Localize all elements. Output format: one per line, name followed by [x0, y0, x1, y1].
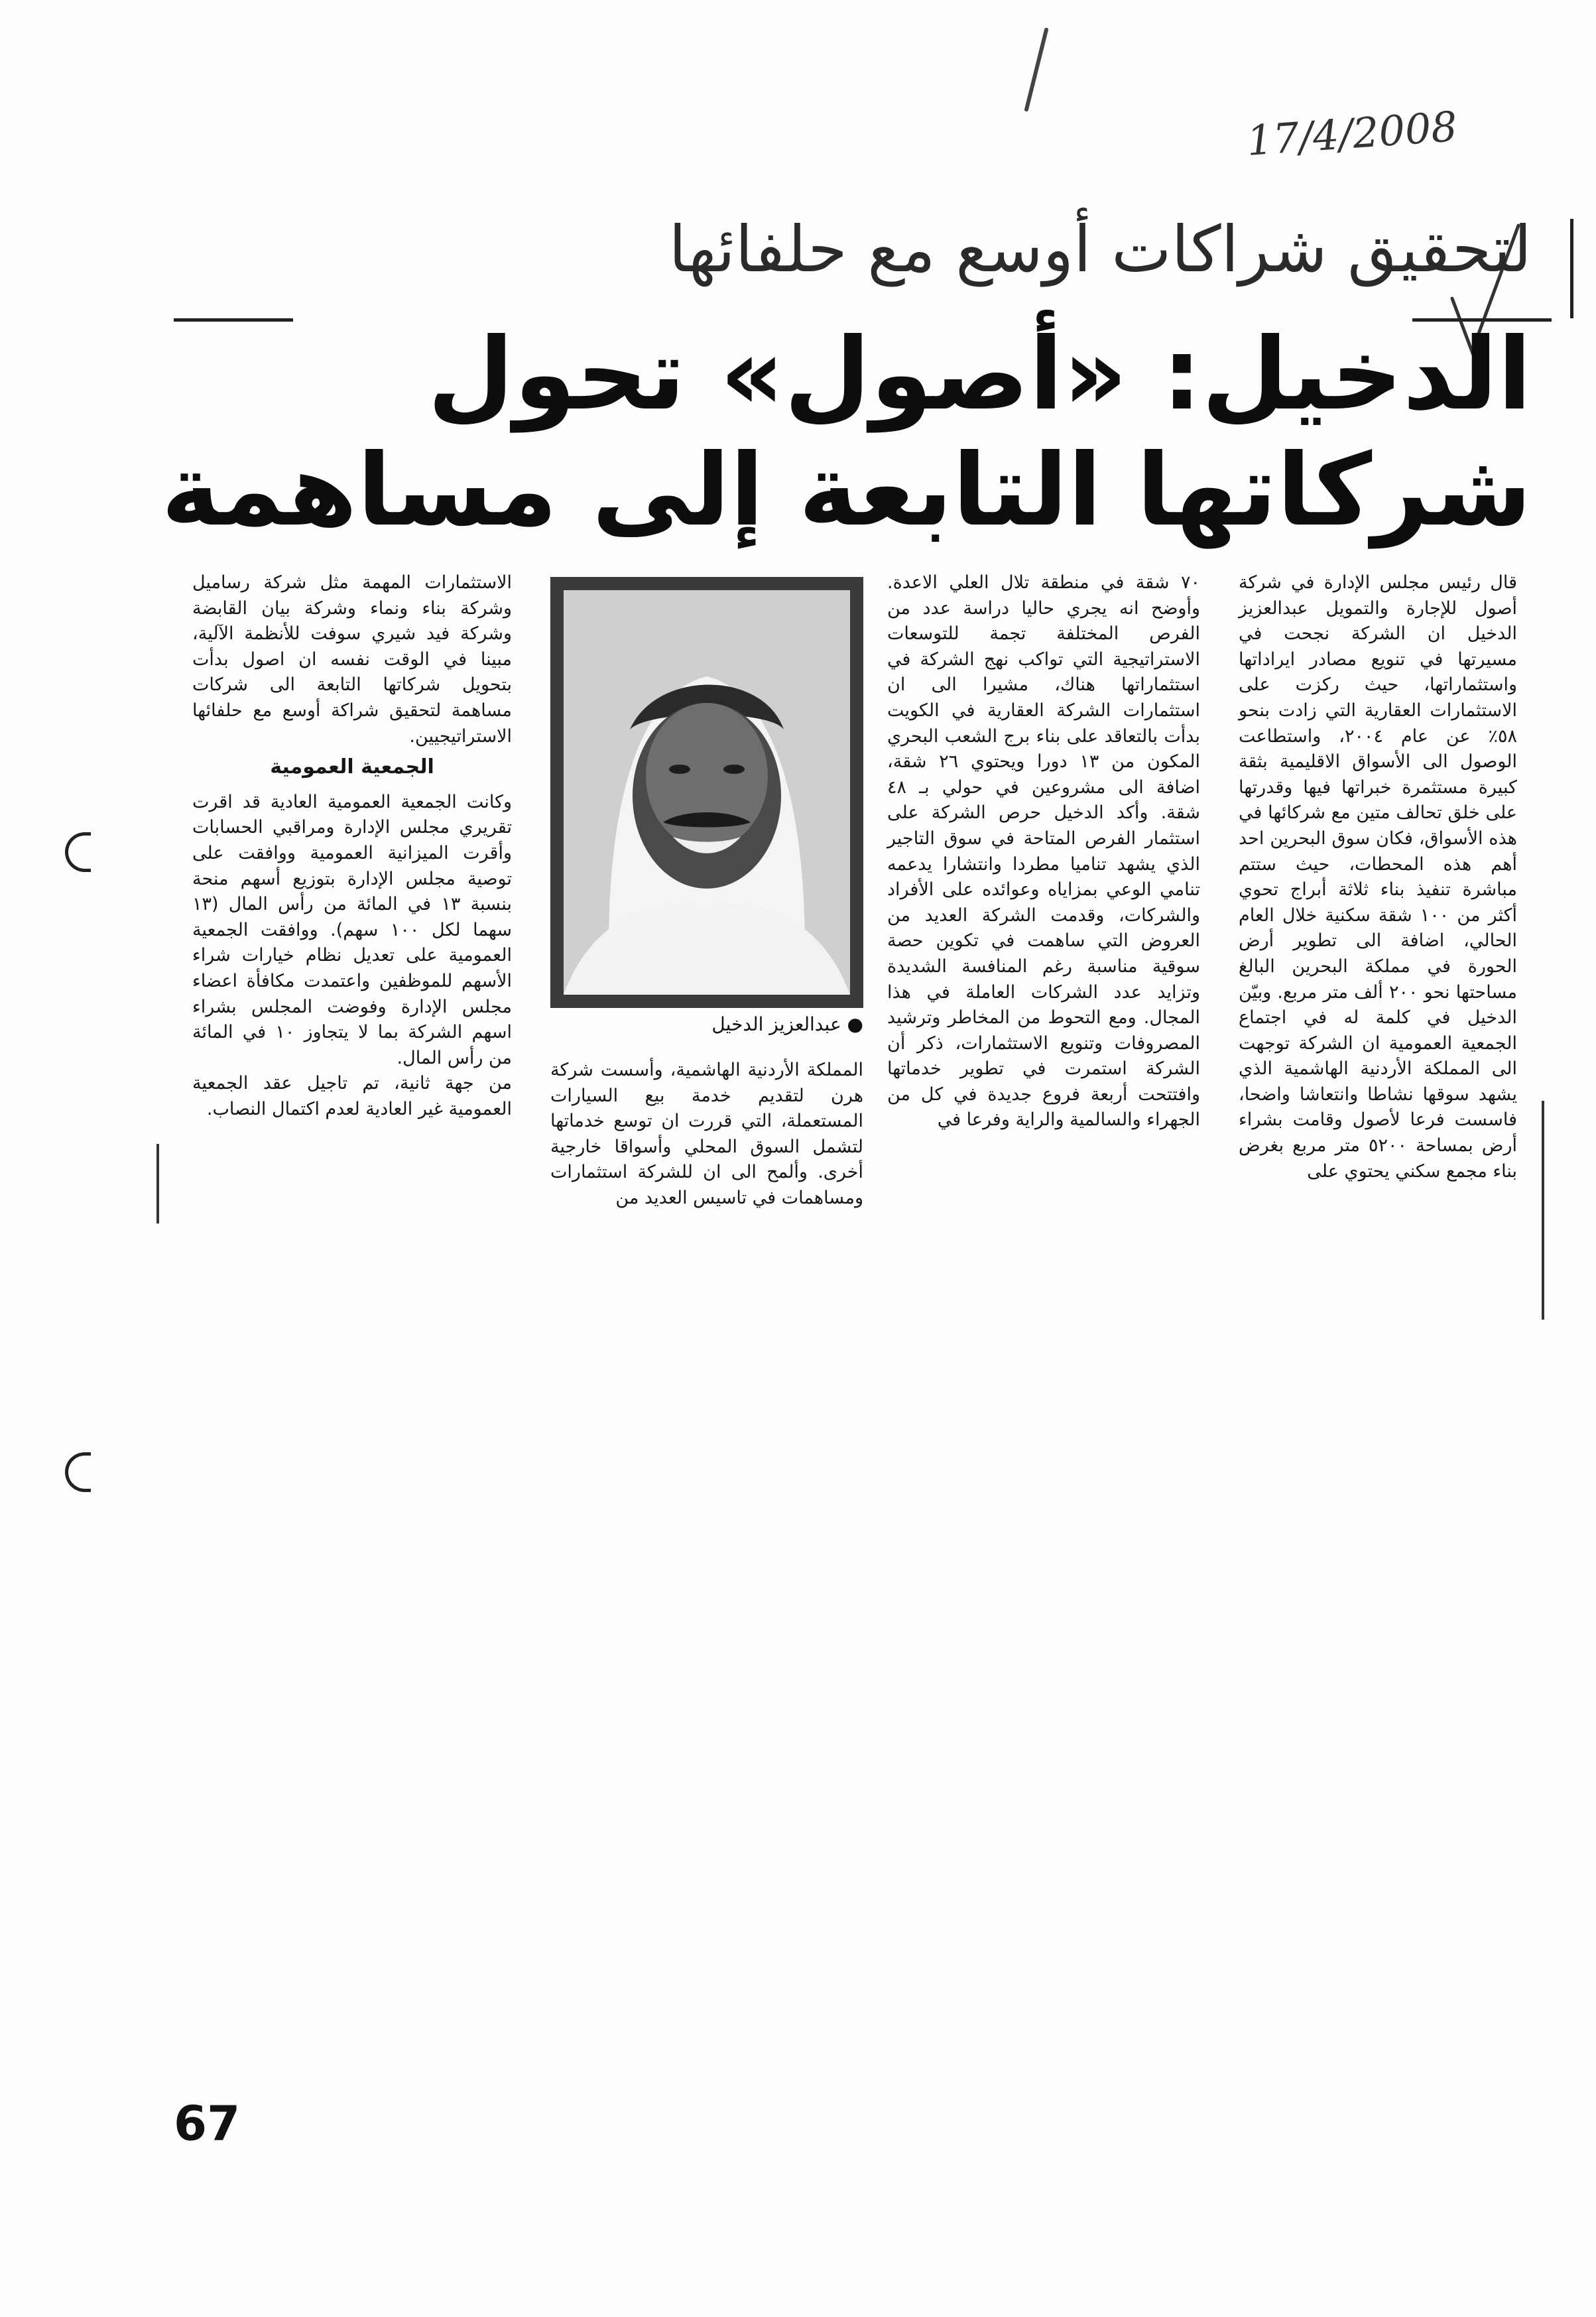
section-subheading: الجمعية العمومية: [270, 755, 434, 779]
column-4-intro: الاستثمارات المهمة مثل شركة رساميل وشركة بناء ونماء وشركة بيان القابضة وشركة فيد شيري سوفت للأنظمة الآلية، مبينا في الوقت نفسه ان اصول بدأت بتحويل شركاتها التابعة الى شركات مساهمة لتحقيق شراكة أوسع مع حلفائها الاستراتيجيين.: [192, 572, 512, 747]
column-4-closing: من جهة ثانية، تم تاجيل عقد الجمعية العمومية غير العادية لعدم اكتمال النصاب.: [192, 1073, 512, 1119]
handwritten-date: 17/4/2008: [1245, 102, 1459, 165]
photo-caption: ● عبدالعزيز الدخيل: [711, 1013, 863, 1035]
page-number: 67: [174, 2096, 241, 2151]
margin-bracket-left: [156, 1144, 159, 1223]
margin-line-right: [1570, 219, 1573, 318]
portrait-illustration: [550, 577, 863, 1008]
margin-bracket-right: [1542, 1101, 1544, 1320]
article-column-3: [550, 1058, 863, 1212]
article-column-4: [192, 570, 512, 1122]
article-kicker: لتحقيق شراكات أوسع مع حلفائها: [668, 212, 1532, 286]
column-2-text: ٧٠ شقة في منطقة تلال العلي الاعدة. وأوضح انه يجري حاليا دراسة عدد من الفرص المختلفة تجمة للتوسعات الاستراتيجية التي تواكب نهج الشركة في استثماراتها هناك، مشيرا الى ان استثمارات الشركة العقارية في الكويت بدأت بالتعاقد على بناء برج الشعب البحري المكون من ١٣ دورا ويحتوي ٢٦ شقة، اضافة الى مشروعين في حولي بـ ٤٨ شقة. وأكد الدخيل حرص الشركة على استثمار الفرص المتاحة في سوق التاجير الذي يشهد تناميا مطردا وانتشارا يدعمه تنامي الوعي بمزاياه وعوائده على الأفراد والشركات، وقدمت الشركة العديد من العروض التي ساهمت في تكوين حصة سوقية مناسبة رغم المنافسة الشديدة وتزايد عدد الشركات العاملة في هذا المجال. ومع التحوط من المخاطر وترشيد المصروفات وتنويع الاستثمارات، ذكر أن الشركة استمرت في تطوير خدماتها وافتتحت أربعة فروع جديدة في كل من الجهراء والسالمية والراية وفرعا في: [887, 572, 1200, 1131]
column-1-text: قال رئيس مجلس الإدارة في شركة أصول للإجارة والتمويل عبدالعزيز الدخيل ان الشركة نجحت في مسيرتها في تنويع مصادر ايراداتها واستثماراتها، حيث ركزت على الاستثمارات العقارية التي زادت بنحو ٥٨٪ عن عام ٢٠٠٤، واستطاعت الوصول الى الأسواق الاقليمية بثقة كبيرة مستثمرة خبراتها فيها وقدرتها على خلق تحالف متين مع شركائها في هذه الأسواق، فكان سوق البحرين احد أهم هذه المحطات، حيث ستتم مباشرة تنفيذ بناء ثلاثة أبراج تحوي أكثر من ١٠٠ شقة سكنية خلال العام الحالي، اضافة الى تطوير أرض الحورة في مملكة البحرين البالغ مساحتها نحو ٢٠٠ ألف متر مربع. وبيّن الدخيل في كلمة له في اجتماع الجمعية العمومية ان الشركة توجهت الى المملكة الأردنية الهاشمية الذي يشهد سوقها نشاطا وانتعاشا واضحا، فاسست فرعا لأصول وقامت بشراء أرض بمساحة ٥٢٠٠ متر مربع بغرض بناء مجمع سكني يحتوي على: [1239, 572, 1517, 1182]
article-column-1: [1239, 570, 1517, 1184]
handwritten-stroke: [1024, 27, 1048, 112]
headline-line-1: الدخيل: «أصول» تحول: [427, 317, 1532, 432]
headline-line-2: شركاتها التابعة إلى مساهمة: [161, 433, 1532, 548]
portrait-photo: [550, 577, 863, 1008]
punch-hole-bottom: [65, 1452, 91, 1492]
article-column-2: [887, 570, 1200, 1133]
column-3-text: المملكة الأردنية الهاشمية، وأسست شركة هرن لتقديم خدمة بيع السيارات المستعملة، التي قررت ان توسع خدماتها لتشمل السوق المحلي وأسواقا خارجية أخرى. وألمح الى ان للشركة استثمارات ومساهمات في تاسيس العديد من: [550, 1060, 863, 1208]
column-4-general-assembly: وكانت الجمعية العمومية العادية قد اقرت تقريري مجلس الإدارة ومراقبي الحسابات وأقرت الميزانية العمومية ووافقت على توصية مجلس الإدارة بتوزيع أسهم منحة بنسبة ١٣ في المائة من رأس المال (١٣ سهما لكل ١٠٠ سهم). ووافقت الجمعية العمومية على تعديل نظام خيارات شراء الأسهم للموظفين واعتمدت مكافأة اعضاء مجلس الإدارة وفوضت المجلس بشراء اسهم الشركة بما لا يتجاوز ١٠ في المائة من رأس المال.: [192, 791, 512, 1068]
punch-hole-top: [65, 832, 91, 872]
